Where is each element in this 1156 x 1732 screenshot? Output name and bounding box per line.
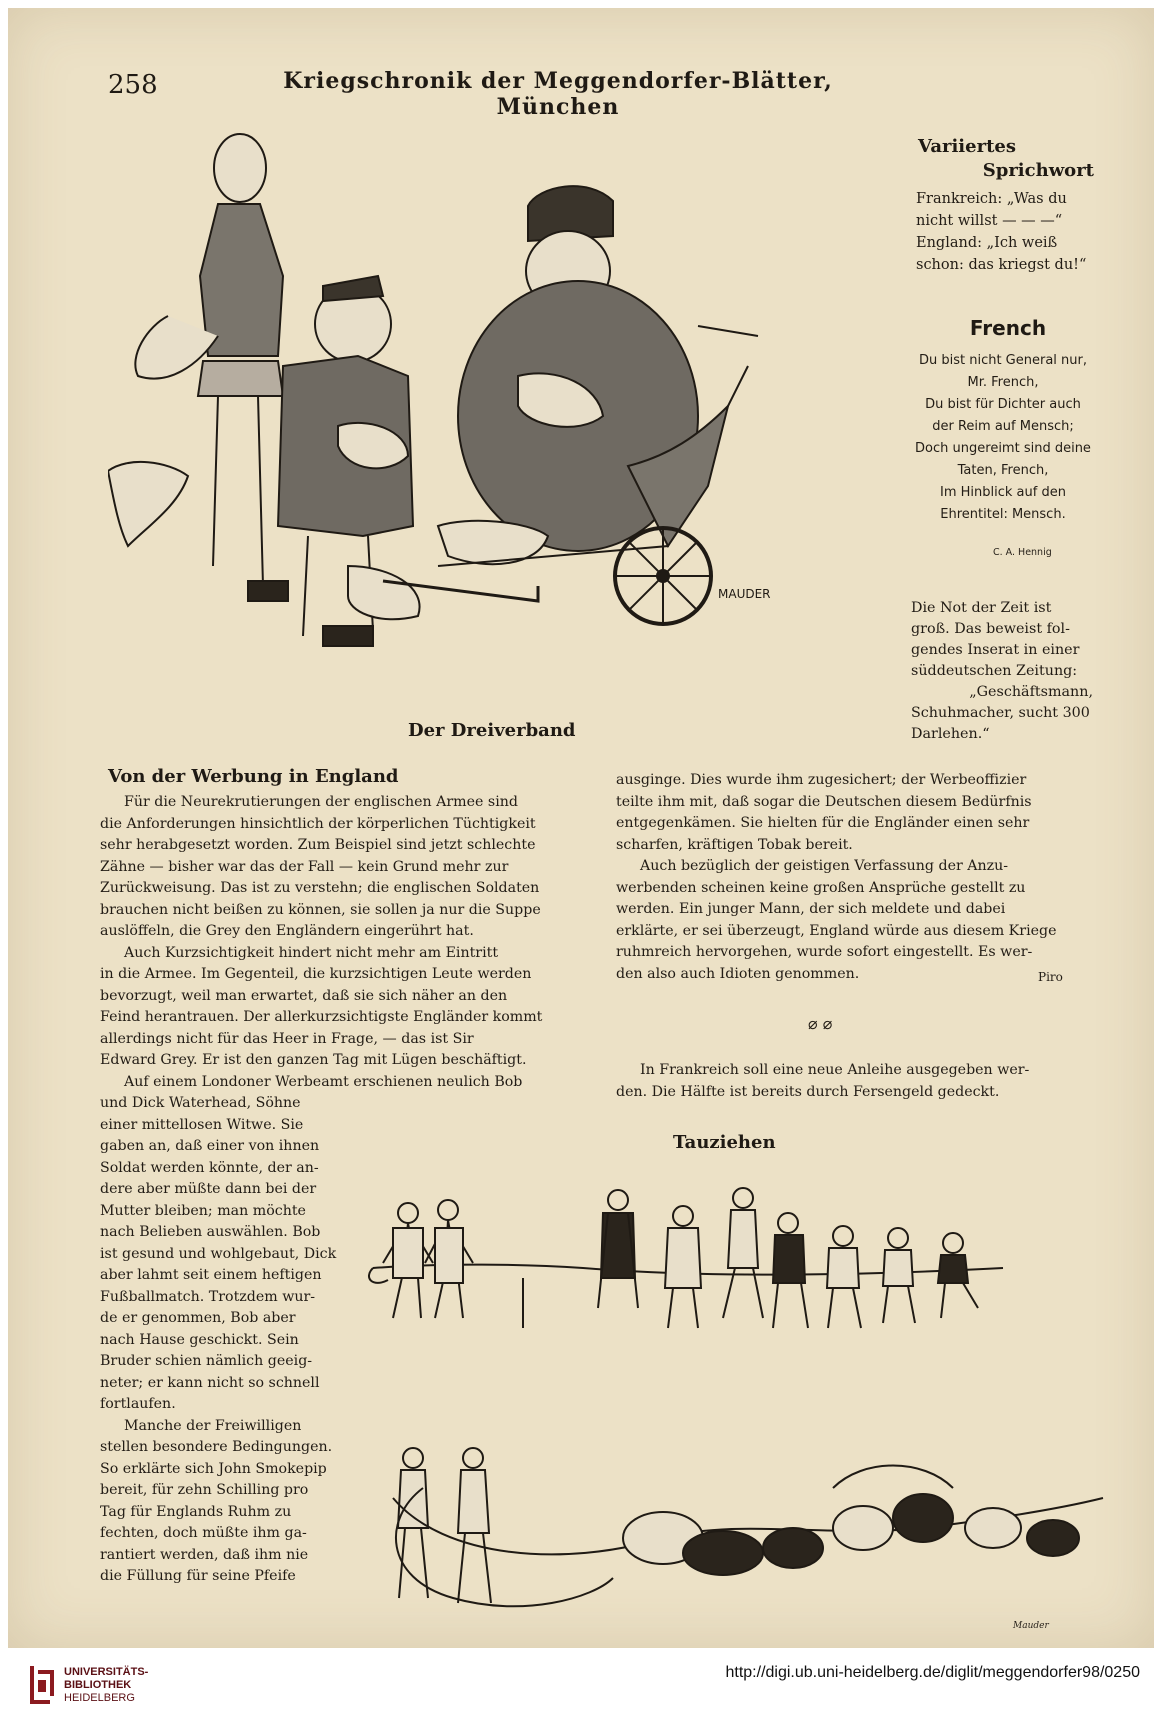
scanned-page [8, 8, 1154, 1648]
article-line: erklärte, er sei überzeugt, England würde aus diesem Kriege [616, 922, 1057, 939]
cartoon-signature: MAUDER [718, 587, 771, 601]
article-line: den also auch Idioten genommen. [616, 965, 860, 982]
footer-bar [0, 1648, 1156, 1732]
proverb-line: schon: das kriegst du!“ [916, 257, 1087, 273]
poem-line: Mr. French, [967, 375, 1039, 390]
article-line: rantiert werden, daß ihm nie [100, 1546, 309, 1563]
poem-line: Du bist nicht General nur, [918, 353, 1088, 368]
proverb-line: Frankreich: „Was du [916, 191, 1067, 207]
article-line: allerdings nicht für das Heer in Frage, — das ist Sir [100, 1030, 474, 1047]
article-col2 [616, 770, 1091, 985]
not-line: Darlehen.“ [911, 726, 990, 742]
article-line: Für die Neurekrutierungen der englischen Armee sind [124, 794, 518, 810]
article-col1-narrow [100, 1093, 346, 1588]
article-line: Bruder schien nämlich geeig- [100, 1353, 313, 1369]
cartoon-illustration [108, 126, 868, 726]
article-line: einer mittellosen Witwe. Sie [100, 1116, 304, 1133]
article-line: auslöffeln, die Grey den Engländern eingerührt hat. [100, 923, 474, 939]
logo-line: HEIDELBERG [64, 1692, 135, 1704]
article-line: ist gesund und wohlgebaut, Dick [100, 1245, 337, 1262]
not-line: gendes Inserat in einer [911, 642, 1080, 658]
not-line: Schuhmacher, sucht 300 [911, 705, 1090, 721]
article-line: aber lahmt seit einem heftigen [100, 1267, 322, 1283]
article-line: die Anforderungen hinsichtlich der körperlichen Tüchtigkeit [100, 815, 536, 832]
article-line: brauchen nicht beißen zu können, sie sollen ja nur die Suppe [100, 901, 541, 918]
french-author: C. A. Hennig [993, 547, 1052, 558]
poem-line: Taten, French, [957, 463, 1049, 478]
article-author: Piro [1038, 970, 1063, 984]
article-title: Von der Werbung in England [108, 766, 399, 787]
article-line: sehr herabgesetzt worden. Zum Beispiel sind jetzt schlechte [100, 837, 536, 853]
article-col1-full [100, 792, 583, 1093]
tug-drawing [363, 1158, 1108, 1648]
article-line: werbenden scheinen keine großen Ansprüche gestellt zu [616, 879, 1026, 896]
article-line: gaben an, daß einer von ihnen [100, 1138, 320, 1154]
poem-line: Doch ungereimt sind deine [915, 441, 1091, 456]
page-number: 258 [108, 70, 158, 100]
article-line: Edward Grey. Er ist den ganzen Tag mit Lügen beschäftigt. [100, 1052, 527, 1068]
not-line: Die Not der Zeit ist [911, 600, 1052, 616]
article-line: Fußballmatch. Trotzdem wur- [100, 1288, 316, 1305]
tug-signature: Mauder [1013, 1621, 1049, 1631]
proverb-title-1: Variiertes [918, 136, 1016, 157]
article-line: bevorzugt, weil man erwartet, daß sie sich näher an den [100, 987, 508, 1004]
article-line: So erklärte sich John Smokepip [100, 1460, 327, 1477]
article-line: teilte ihm mit, daß sogar die Deutschen diesem Bedürfnis [616, 793, 1032, 810]
article-line: neter; er kann nicht so schnell [100, 1374, 320, 1391]
article-line: in die Armee. Im Gegenteil, die kurzsichtigen Leute werden [100, 966, 532, 982]
anleihe-line: den. Die Hälfte ist bereits durch Fersengeld gedeckt. [616, 1083, 1000, 1100]
article-line: Tag für Englands Ruhm zu [100, 1503, 292, 1520]
article-line: Soldat werden könnte, der an- [100, 1159, 319, 1176]
proverb-text [916, 188, 1096, 276]
not-line: süddeutschen Zeitung: [911, 663, 1078, 679]
anleihe-line: In Frankreich soll eine neue Anleihe ausgegeben wer- [640, 1062, 1030, 1078]
article-line: Zurückweisung. Das ist zu verstehn; die englischen Soldaten [100, 880, 540, 896]
cartoon-dreiverband [108, 126, 868, 726]
library-logo-icon [28, 1662, 58, 1706]
article-line: fechten, doch müßte ihm ga- [100, 1525, 307, 1541]
article-line: werden. Ein junger Mann, der sich meldete und dabei [616, 901, 1006, 917]
french-title: French [969, 316, 1047, 340]
logo-line: BIBLIOTHEK [64, 1679, 132, 1691]
ornament: ⌀ ⌀ [808, 1014, 833, 1033]
article-line: dere aber müßte dann bei der [100, 1181, 317, 1197]
article-line: ausginge. Dies wurde ihm zugesichert; der Werbeoffizier [616, 772, 1027, 788]
poem-line: Im Hinblick auf den [940, 485, 1066, 500]
article-line: Auch bezüglich der geistigen Verfassung der Anzu- [640, 858, 1009, 874]
article-line: Zähne — bisher war das der Fall — kein Grund mehr zur [100, 858, 509, 875]
not-line: groß. Das beweist fol- [911, 621, 1070, 637]
proverb-line: England: „Ich weiß [916, 235, 1058, 251]
running-title: Kriegschronik der Meggendorfer-Blätter, München [283, 68, 833, 120]
article-line: nach Belieben auswählen. Bob [100, 1224, 321, 1240]
article-line: die Füllung für seine Pfeife [100, 1568, 296, 1584]
tug-illustration [363, 1158, 1108, 1648]
cartoon-caption: Der Dreiverband [408, 720, 576, 741]
article-line: entgegenkämen. Sie hielten für die Engländer einen sehr [616, 815, 1030, 831]
library-logo-text [64, 1666, 148, 1705]
article-line: Manche der Freiwilligen [124, 1417, 302, 1434]
article-line: Auf einem Londoner Werbeamt erschienen neulich Bob [124, 1073, 523, 1090]
article-line: scharfen, kräftigen Tobak bereit. [616, 836, 853, 853]
article-line: fortlaufen. [100, 1396, 176, 1412]
article-line: bereit, für zehn Schilling pro [100, 1482, 309, 1498]
not-line: „Geschäftsmann, [969, 684, 1093, 700]
logo-line: UNIVERSITÄTS- [64, 1666, 149, 1678]
tug-title: Tauziehen [673, 1132, 776, 1153]
article-line: nach Hause geschickt. Sein [100, 1331, 299, 1348]
article-line: Mutter bleiben; man möchte [100, 1202, 306, 1219]
article-line: Auch Kurzsichtigkeit hindert nicht mehr am Eintritt [124, 944, 499, 961]
proverb-line: nicht willst — — —“ [916, 213, 1063, 229]
poem-line: Du bist für Dichter auch [925, 397, 1081, 412]
poem-line: Ehrentitel: Mensch. [940, 507, 1066, 522]
article-line: ruhmreich hervorgehen, wurde sofort eingestellt. Es wer- [616, 944, 1033, 960]
poem-line: der Reim auf Mensch; [932, 419, 1074, 434]
article-line: de er genommen, Bob aber [100, 1310, 296, 1326]
source-url[interactable]: http://digi.ub.uni-heidelberg.de/diglit/meggendorfer98/0250 [725, 1664, 1140, 1681]
article-line: Feind herantrauen. Der allerkurzsichtigste Engländer kommt [100, 1009, 543, 1025]
proverb-title-2: Sprichwort [982, 160, 1094, 181]
article-line: und Dick Waterhead, Söhne [100, 1095, 301, 1111]
article-line: stellen besondere Bedingungen. [100, 1439, 333, 1455]
french-poem [898, 350, 1108, 526]
not-text [911, 598, 1093, 745]
anleihe-text [616, 1060, 1091, 1103]
